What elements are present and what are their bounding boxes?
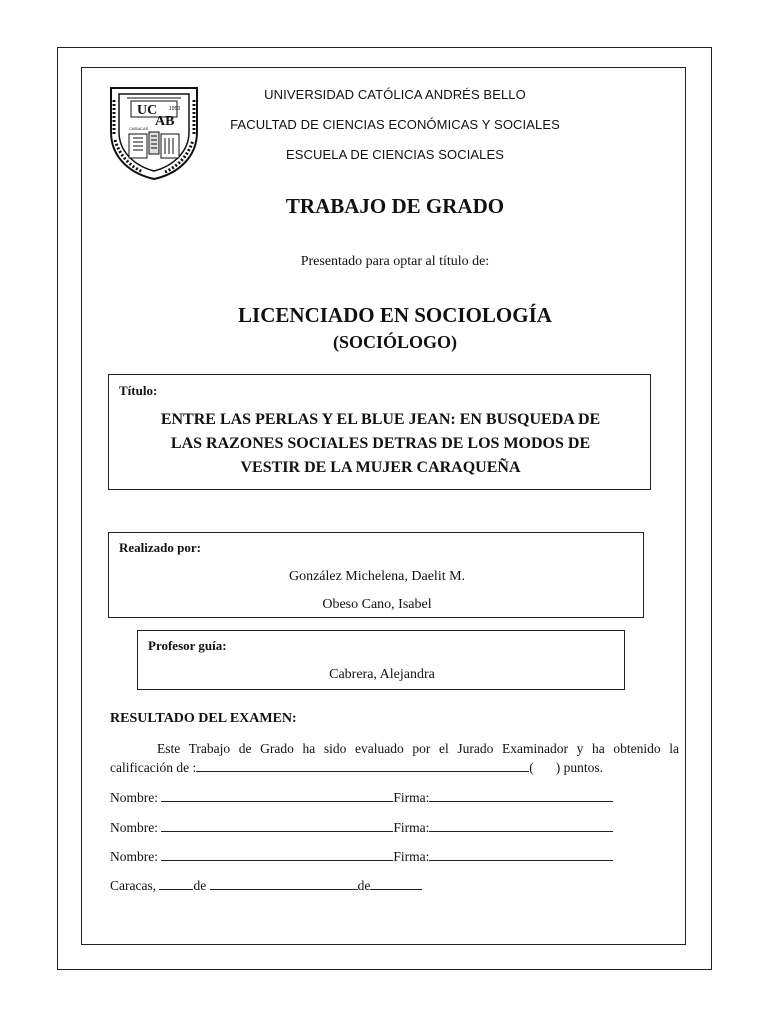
sign-blank[interactable]	[429, 849, 613, 861]
university-seal	[107, 84, 201, 182]
grade-label: calificación de :	[110, 760, 197, 775]
name-blank[interactable]	[161, 790, 393, 802]
degree-subtitle: (SOCIÓLOGO)	[332, 332, 457, 352]
signature-row	[110, 820, 613, 836]
degree-title: LICENCIADO EN SOCIOLOGÍA	[238, 303, 552, 327]
name-label: Nombre:	[110, 849, 158, 864]
university-name: UNIVERSIDAD CATÓLICA ANDRÉS BELLO	[264, 87, 526, 102]
name-label: Nombre:	[110, 790, 158, 805]
title-label: Título:	[119, 383, 158, 398]
signature-row	[110, 790, 613, 806]
authors-box	[108, 532, 644, 618]
exam-heading: RESULTADO DEL EXAMEN:	[110, 711, 297, 726]
date-city: Caracas,	[110, 878, 157, 893]
grade-words-blank[interactable]	[196, 760, 529, 772]
author-name: González Michelena, Daelit M.	[288, 569, 466, 584]
presented-for: Presentado para optar al título de:	[300, 254, 490, 269]
seal-monogram-bottom: AB	[155, 114, 175, 129]
title-line: VESTIR DE LA MUJER CARAQUEÑA	[240, 459, 521, 476]
grade-paren-open: (	[529, 760, 534, 775]
signature-row	[110, 849, 613, 865]
year-blank[interactable]	[370, 878, 422, 890]
author-name: Obeso Cano, Isabel	[322, 597, 432, 612]
title-line: ENTRE LAS PERLAS Y EL BLUE JEAN: EN BUSQUEDA DE	[160, 411, 601, 428]
name-blank[interactable]	[161, 820, 393, 832]
month-blank[interactable]	[210, 878, 358, 890]
seal-year: 1953	[169, 106, 181, 112]
date-row	[110, 878, 422, 894]
advisor-label: Profesor guía:	[148, 638, 227, 653]
exam-text-line1: Este Trabajo de Grado ha sido evaluado por el Jurado Examinador y ha obtenido la	[157, 741, 679, 756]
sign-label: Firma:	[393, 849, 430, 864]
day-blank[interactable]	[159, 878, 193, 890]
grade-suffix: ) puntos.	[555, 760, 603, 775]
faculty-name: FACULTAD DE CIENCIAS ECONÓMICAS Y SOCIALES	[230, 117, 560, 132]
sign-blank[interactable]	[429, 820, 613, 832]
authors-label: Realizado por:	[119, 540, 201, 555]
seal-monogram-top: UC	[137, 103, 158, 118]
advisor-box	[137, 630, 625, 690]
title-line: LAS RAZONES SOCIALES DETRAS DE LOS MODOS DE	[170, 435, 591, 452]
sign-label: Firma:	[393, 790, 430, 805]
name-blank[interactable]	[161, 849, 393, 861]
date-de: de	[357, 878, 371, 893]
title-box	[108, 374, 651, 490]
sign-label: Firma:	[393, 820, 430, 835]
document-type: TRABAJO DE GRADO	[285, 194, 505, 218]
sign-blank[interactable]	[429, 790, 613, 802]
school-name: ESCUELA DE CIENCIAS SOCIALES	[285, 147, 505, 162]
name-label: Nombre:	[110, 820, 158, 835]
exam-grade-line	[110, 760, 603, 776]
seal-city: CARACAS	[129, 126, 149, 131]
advisor-name: Cabrera, Alejandra	[329, 667, 435, 682]
date-de: de	[193, 878, 207, 893]
